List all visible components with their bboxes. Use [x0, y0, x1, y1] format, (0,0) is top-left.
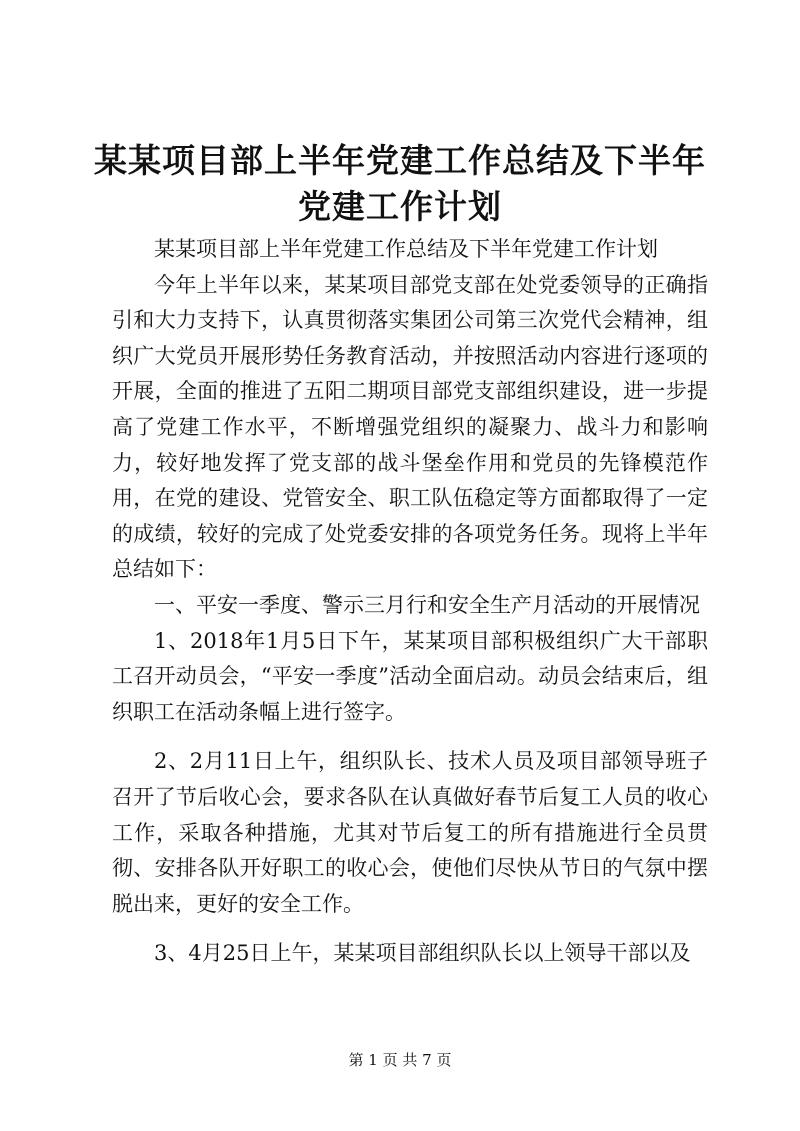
- section-heading-1: 一、平安一季度、警示三月行和安全生产月活动的开展情况: [154, 592, 700, 617]
- page-footer: 第 1 页 共 7 页: [348, 1051, 452, 1069]
- document-title: 某某项目部上半年党建工作总结及下半年党建工作计划: [94, 141, 706, 226]
- paragraph-item-1: 1、2018年1月5日下午，某某项目部积极组织广大干部职工召开动员会，“平安一季度”活动全面启动。动员会结束后，组织职工在活动条幅上进行签字。: [112, 628, 708, 724]
- document-body: [112, 232, 708, 972]
- paragraph-intro: 今年上半年以来，某某项目部党支部在处党委领导的正确指引和大力支持下，认真贯彻落实集团公司第三次党代会精神，组织广大党员开展形势任务教育活动，并按照活动内容进行逐项的开展，全面的推进了五阳二期项目部党支部组织建设，进一步提高了党建工作水平，不断增强党组织的凝聚力、战斗力和影响力，较好地发挥了党支部的战斗堡垒作用和党员的先锋模范作用，在党的建设、党管安全、职工队伍稳定等方面都取得了一定的成绩，较好的完成了处党委安排的各项党务任务。现将上半年总结如下：: [112, 272, 708, 582]
- document-subtitle: 某某项目部上半年党建工作总结及下半年党建工作计划: [154, 237, 658, 261]
- paragraph-item-3: 3、4月25日上午，某某项目部组织队长以上领导干部以及: [154, 941, 691, 966]
- paragraph-item-2: 2、2月11日上午，组织队长、技术人员及项目部领导班子召开了节后收心会，要求各队在认真做好春节后复工人员的收心工作，采取各种措施，尤其对节后复工的所有措施进行全员贯彻、安排各队开好职工的收心会，使他们尽快从节日的气氛中摆脱出来，更好的安全工作。: [112, 749, 708, 916]
